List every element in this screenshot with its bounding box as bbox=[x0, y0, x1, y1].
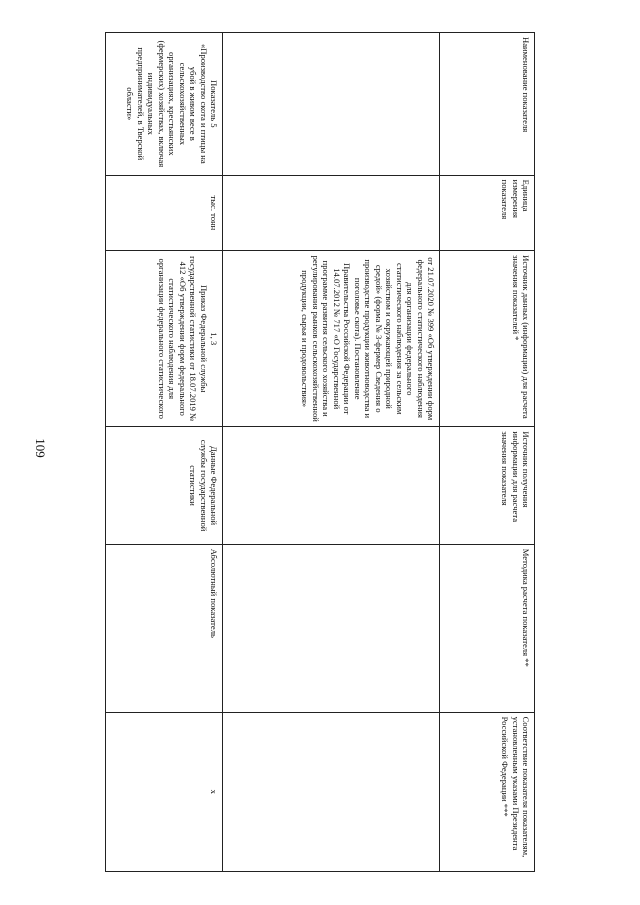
cell-method: Абсолютный показатель bbox=[106, 544, 223, 712]
indicator-title: Показатель 5 bbox=[209, 80, 220, 128]
source-text: Приказ Федеральной службы государственной статистики от 18.07.2019 № 412 «Об утверждении форм федерального статистического наблюдения для организации федерального статистического bbox=[156, 256, 209, 422]
source-refs: 1, 3 bbox=[209, 332, 220, 346]
cell-unit: тыс. тонн bbox=[106, 175, 223, 251]
cell-compliance: x bbox=[106, 712, 223, 871]
header-method: Методика расчета показателя ** bbox=[440, 544, 535, 712]
cell-method-empty bbox=[223, 544, 440, 712]
cell-info-source: Данные Федеральной службы государственной статистики bbox=[106, 427, 223, 544]
rotated-table-container bbox=[105, 32, 535, 872]
header-unit: Единица измерения показателя bbox=[440, 175, 535, 251]
table-row-continued bbox=[223, 33, 440, 872]
header-row bbox=[440, 33, 535, 872]
header-info-source: Источник получения информации для расчета значения показателя bbox=[440, 427, 535, 544]
page-number: 109 bbox=[32, 438, 48, 458]
cell-source bbox=[106, 251, 223, 427]
cell-info-source-empty bbox=[223, 427, 440, 544]
cell-name-empty bbox=[223, 33, 440, 176]
cell-unit-empty bbox=[223, 175, 440, 251]
cell-compliance-empty bbox=[223, 712, 440, 871]
indicator-text: «Производство скота и птицы на убой в живом весе в сельскохозяйственных организациях, крестьянских (фермерских) хозяйствах, включая индивидуальных предпринимателей, в Тверской области» bbox=[125, 40, 209, 168]
cell-indicator-name bbox=[106, 33, 223, 176]
cell-source-data: от 21.07.2020 № 399 «Об утверждении форм федерального статистического наблюдения для организации федерального статистического наблюдения за сельским хозяйством и окружающей природной средой» (форма № 3-фермер Сведения о производстве продукции животноводства и поголовье скота). Постановление Правительства Российской Федерации от 14.07.2012 № 717 «О Государственной программе развития сельского хозяйства и регулирования рынков сельскохозяйственной продукции, сырья и продовольствия» bbox=[223, 251, 440, 427]
header-data-source: Источник данных (информации) для расчета значения показателей * bbox=[440, 251, 535, 427]
header-compliance: Соответствие показателя показателям, установленным указами Президента Российской Федерации *** bbox=[440, 712, 535, 871]
indicators-table bbox=[105, 32, 535, 872]
table-row-indicator-5 bbox=[106, 33, 223, 872]
header-indicator-name: Наименование показателя bbox=[440, 33, 535, 176]
